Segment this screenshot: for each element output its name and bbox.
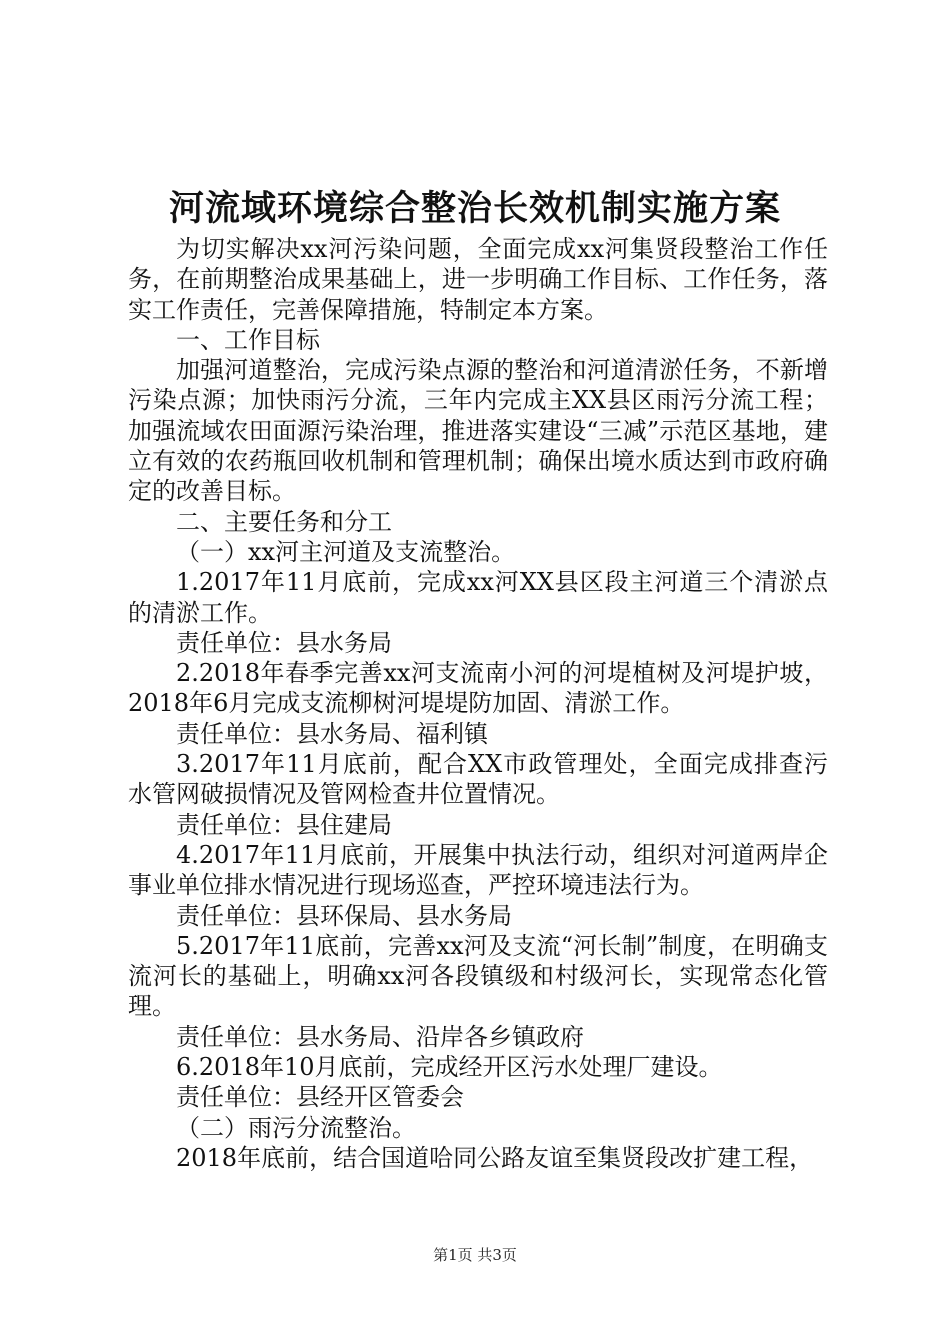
task-item-2: 2.2018年春季完善xx河支流南小河的河堤植树及河堤护坡，2018年6月完成支流柳树河堤堤防加固、清淤工作。	[128, 659, 828, 718]
task-item-1: 1.2017年11月底前，完成xx河XX县区段主河道三个清淤点的清淤工作。	[128, 568, 828, 627]
document-body	[128, 234, 828, 1173]
task-item-3: 3.2017年11月底前，配合XX市政管理处，全面完成排查污水管网破损情况及管网检查井位置情况。	[128, 750, 828, 809]
section-heading-tasks: 二、主要任务和分工	[176, 507, 392, 536]
paragraph-intro: 为切实解决xx河污染问题，全面完成xx河集贤段整治工作任务，在前期整治成果基础上，进一步明确工作目标、工作任务，落实工作责任，完善保障措施，特制定本方案。	[128, 235, 828, 324]
responsible-unit-6: 责任单位：县经开区管委会	[176, 1083, 464, 1112]
responsible-unit-1: 责任单位：县水务局	[176, 628, 392, 657]
subsection-heading-rain-sewage: （二）雨污分流整治。	[176, 1113, 416, 1142]
document-title: 河流域环境综合整治长效机制实施方案	[168, 188, 781, 229]
responsible-unit-5: 责任单位：县水务局、沿岸各乡镇政府	[176, 1022, 584, 1051]
section-heading-goals: 一、工作目标	[176, 325, 320, 354]
subsection-heading-river: （一）xx河主河道及支流整治。	[176, 537, 516, 566]
page-footer: 第1页 共3页	[433, 1246, 517, 1264]
task-item-6: 6.2018年10月底前，完成经开区污水处理厂建设。	[176, 1053, 723, 1082]
responsible-unit-3: 责任单位：县住建局	[176, 810, 392, 839]
paragraph-goals: 加强河道整治，完成污染点源的整治和河道清淤任务，不新增污染点源；加快雨污分流，三年内完成主XX县区雨污分流工程；加强流域农田面源污染治理，推进落实建设“三减”示范区基地，建立有效的农药瓶回收机制和管理机制；确保出境水质达到市政府确定的改善目标。	[128, 356, 828, 506]
task-item-5: 5.2017年11底前，完善xx河及支流“河长制”制度，在明确支流河长的基础上，明确xx河各段镇级和村级河长，实现常态化管理。	[128, 931, 828, 1021]
responsible-unit-2: 责任单位：县水务局、福利镇	[176, 719, 488, 748]
task-item-4: 4.2017年11月底前，开展集中执法行动，组织对河道两岸企事业单位排水情况进行现场巡查，严控环境违法行为。	[128, 840, 828, 900]
paragraph-rain-sewage: 2018年底前，结合国道哈同公路友谊至集贤段改扩建工程，	[176, 1143, 814, 1172]
responsible-unit-4: 责任单位：县环保局、县水务局	[176, 901, 512, 930]
